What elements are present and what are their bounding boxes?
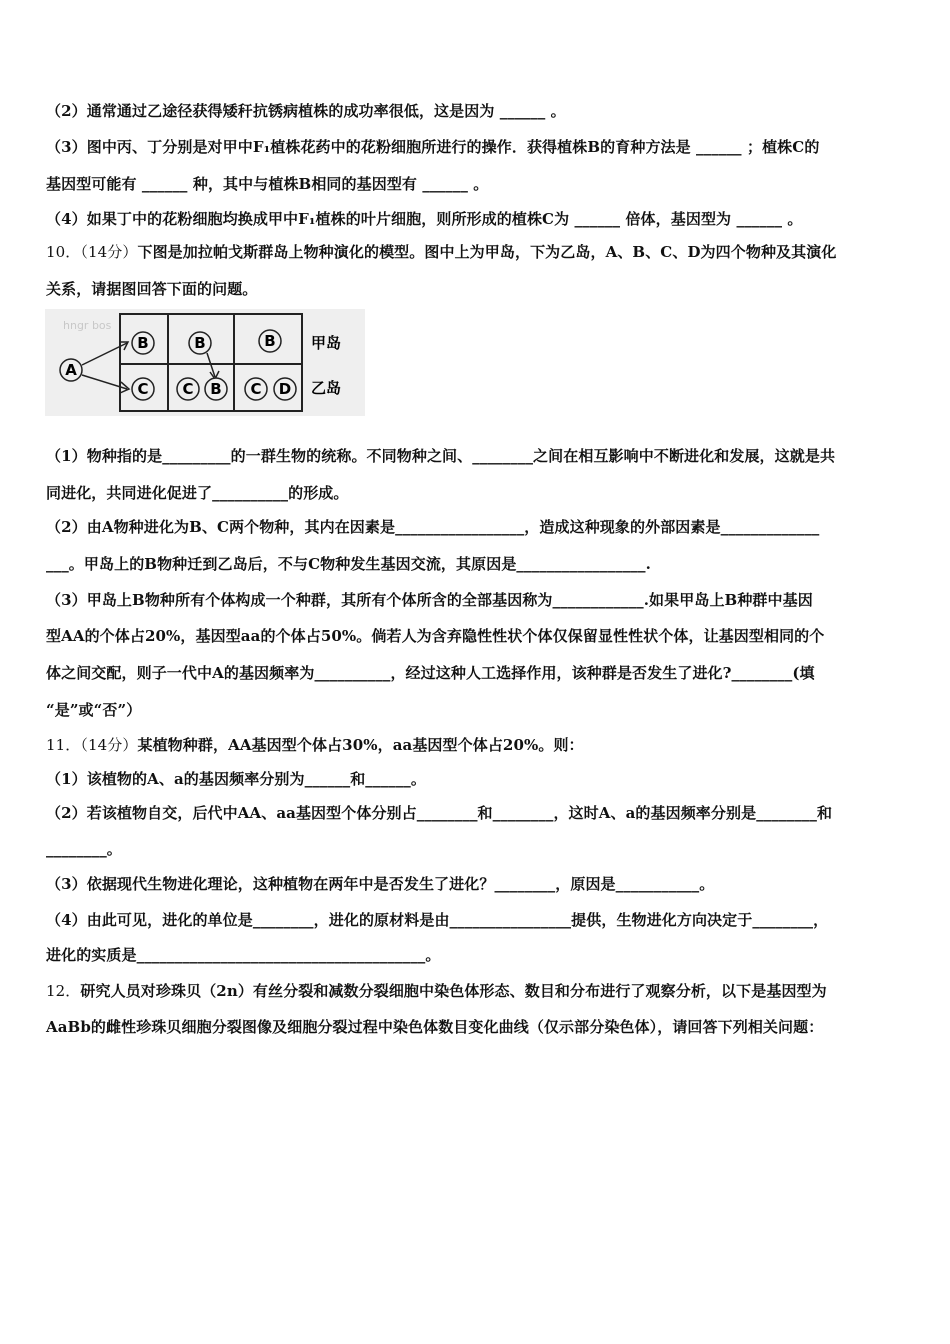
species-b-label: B	[264, 332, 276, 350]
question-score: （14分）	[80, 736, 138, 754]
species-c-label: C	[182, 380, 194, 398]
line-21: 进化的实质是______________________________________。	[46, 946, 441, 964]
question-11-line-1	[46, 735, 584, 755]
line-16: （1）该植物的A、a的基因频率分别为______和______。	[46, 770, 426, 788]
line-8: 同进化，共同进化促进了__________的形成。	[46, 484, 349, 502]
line-9: （2）由A物种进化为B、C两个物种，其内在因素是_________________，造成这种现象的外部因素是_____________	[46, 518, 820, 536]
question-text: 某植物种群，AA基因型个体占30%，aa基因型个体占20%。则：	[137, 736, 584, 754]
line-23: AaBb的雌性珍珠贝细胞分裂图像及细胞分裂过程中染色体数目变化曲线（仅示部分染色体），请回答下列相关问题：	[46, 1018, 824, 1036]
question-10-line-2: 关系，请据图回答下面的问题。	[46, 280, 258, 298]
line-3: 基因型可能有 ______ 种，其中与植株B相同的基因型有 ______ 。	[46, 175, 489, 193]
island-top-label: 甲岛	[311, 334, 342, 352]
question-text: 研究人员对珍珠贝（2n）有丝分裂和减数分裂细胞中染色体形态、数目和分布进行了观察分析，以下是基因型为	[80, 982, 827, 1000]
species-evolution-figure	[45, 309, 365, 416]
species-b-label: B	[210, 380, 222, 398]
question-number: 12．	[46, 982, 81, 1000]
line-7: （1）物种指的是_________的一群生物的统称。不同物种之间、________之间在相互影响中不断进化和发展，这就是共	[46, 447, 836, 465]
line-2: （3）图中丙、丁分别是对甲中F₁植株花药中的花粉细胞所进行的操作．获得植株B的育种方法是 ______ ；植株C的	[46, 138, 820, 156]
species-d-label: D	[278, 380, 292, 398]
question-12-line-1	[46, 981, 827, 1001]
species-b-label: B	[194, 334, 206, 352]
line-20: （4）由此可见，进化的单位是________，进化的原材料是由________________提供，生物进化方向决定于________，	[46, 911, 829, 929]
line-14: “是”或“否”）	[46, 701, 142, 719]
species-a-label: A	[65, 361, 77, 379]
species-c-label: C	[250, 380, 262, 398]
island-bottom-label: 乙岛	[311, 379, 342, 397]
line-13: 体之间交配，则子一代中A的基因频率为__________，经过这种人工选择作用，该种群是否发生了进化?________(填	[46, 664, 815, 682]
line-1: （2）通常通过乙途径获得矮秆抗锈病植株的成功率很低，这是因为 ______ 。	[46, 102, 566, 120]
question-text: 下图是加拉帕戈斯群岛上物种演化的模型。图中上为甲岛，下为乙岛，A、B、C、D为四个物种及其演化	[137, 243, 837, 261]
question-number: 11．	[46, 736, 81, 754]
figure-faint-text: hngr bos	[63, 319, 112, 332]
question-10-line-1	[46, 242, 836, 262]
line-17: （2）若该植物自交，后代中AA、aa基因型个体分别占________和________，这时A、a的基因频率分别是________和	[46, 804, 833, 822]
line-19: （3）依据现代生物进化理论，这种植物在两年中是否发生了进化？________，原因是___________。	[46, 875, 715, 893]
line-10: ___。甲岛上的B物种迁到乙岛后，不与C物种发生基因交流，其原因是_________________.	[46, 555, 651, 573]
line-12: 型AA的个体占20%，基因型aa的个体占50%。倘若人为含弃隐性性状个体仅保留显性性状个体，让基因型相同的个	[46, 627, 825, 645]
species-c-label: C	[137, 380, 149, 398]
line-4: （4）如果丁中的花粉细胞均换成甲中F₁植株的叶片细胞，则所形成的植株C为 ______ 倍体，基因型为 ______ 。	[46, 210, 803, 228]
question-number: 10．	[46, 243, 81, 261]
species-b-label: B	[137, 334, 149, 352]
question-score: （14分）	[80, 243, 138, 261]
line-11: （3）甲岛上B物种所有个体构成一个种群，其所有个体所含的全部基因称为____________.如果甲岛上B种群中基因	[46, 591, 813, 609]
line-18: ________。	[46, 840, 122, 858]
